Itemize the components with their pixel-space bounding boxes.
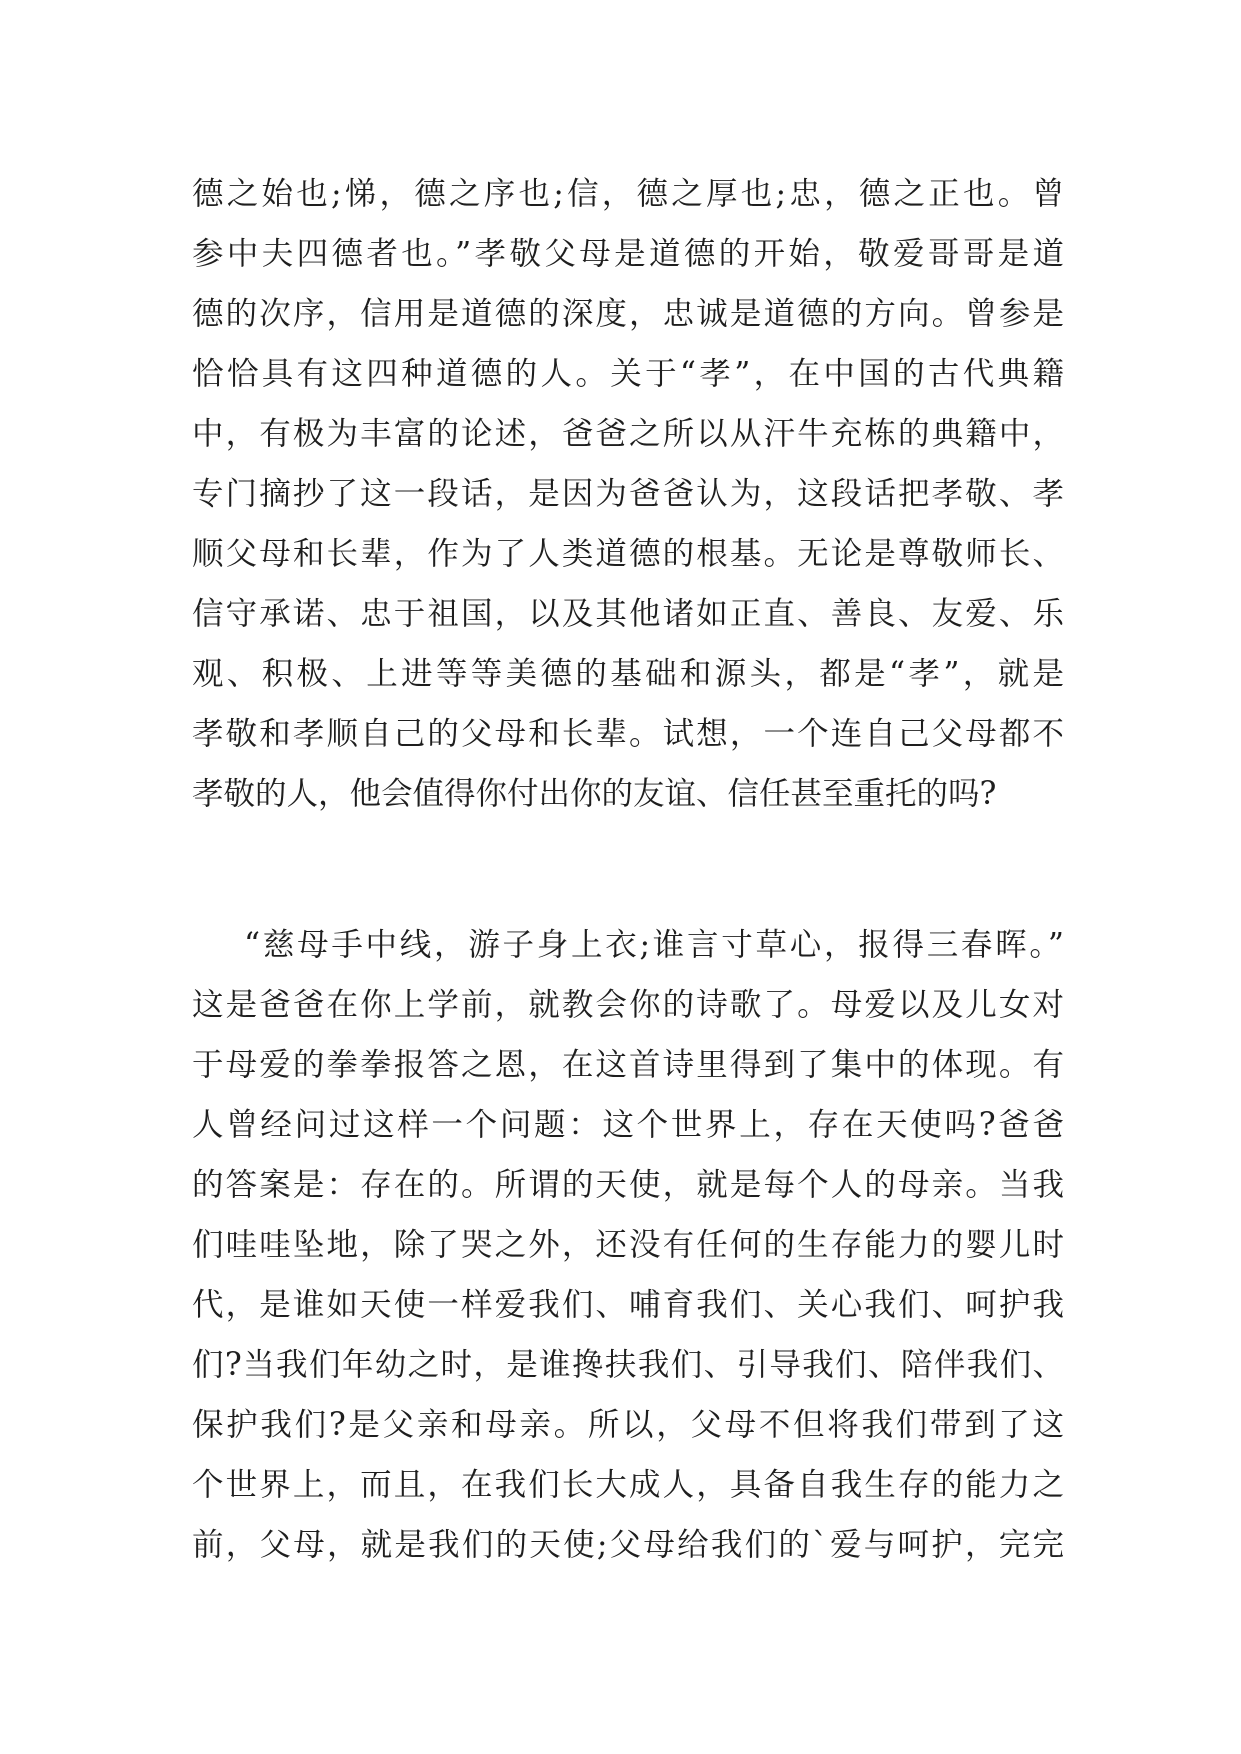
text-line: 专门摘抄了这一段话，是因为爸爸认为，这段话把孝敬、孝: [192, 476, 1064, 512]
text-line: 这是爸爸在你上学前，就教会你的诗歌了。母爱以及儿女对: [192, 987, 1064, 1023]
text-line: 信守承诺、忠于祖国，以及其他诸如正直、善良、友爱、乐: [192, 596, 1064, 632]
text-line: 顺父母和长辈，作为了人类道德的根基。无论是尊敬师长、: [192, 536, 1064, 572]
text-line: “慈母手中线，游子身上衣;谁言寸草心，报得三春晖。”: [244, 927, 1064, 963]
text-line: 恰恰具有这四种道德的人。关于“孝”，在中国的古代典籍: [192, 356, 1064, 392]
paragraph-mothers-love: [192, 915, 1064, 1575]
text-line: 的答案是：存在的。所谓的天使，就是每个人的母亲。当我: [192, 1167, 1064, 1203]
text-line: 保护我们?是父亲和母亲。所以，父母不但将我们带到了这: [192, 1407, 1064, 1443]
text-line: 中，有极为丰富的论述，爸爸之所以从汗牛充栋的典籍中，: [192, 416, 1064, 452]
text-line: 代，是谁如天使一样爱我们、哺育我们、关心我们、呵护我: [192, 1287, 1064, 1323]
text-line: 前，父母，就是我们的天使;父母给我们的`爱与呵护，完完: [192, 1527, 1064, 1563]
text-line: 们?当我们年幼之时，是谁搀扶我们、引导我们、陪伴我们、: [192, 1347, 1064, 1383]
paragraph-filial-piety: [192, 164, 1064, 824]
text-line: 们哇哇坠地，除了哭之外，还没有任何的生存能力的婴儿时: [192, 1227, 1064, 1263]
text-line: 于母爱的拳拳报答之恩，在这首诗里得到了集中的体现。有: [192, 1047, 1064, 1083]
text-line: 孝敬和孝顺自己的父母和长辈。试想，一个连自己父母都不: [192, 716, 1064, 752]
text-line: 观、积极、上进等等美德的基础和源头，都是“孝”，就是: [192, 656, 1064, 692]
text-line: 孝敬的人，他会值得你付出你的友谊、信任甚至重托的吗?: [192, 776, 997, 812]
text-line: 个世界上，而且，在我们长大成人，具备自我生存的能力之: [192, 1467, 1064, 1503]
text-line: 德的次序，信用是道德的深度，忠诚是道德的方向。曾参是: [192, 296, 1064, 332]
text-line: 参中夫四德者也。”孝敬父母是道德的开始，敬爱哥哥是道: [192, 236, 1064, 272]
text-line: 人曾经问过这样一个问题：这个世界上，存在天使吗?爸爸: [192, 1107, 1064, 1143]
text-line: 德之始也;悌，德之序也;信，德之厚也;忠，德之正也。曾: [192, 176, 1064, 212]
